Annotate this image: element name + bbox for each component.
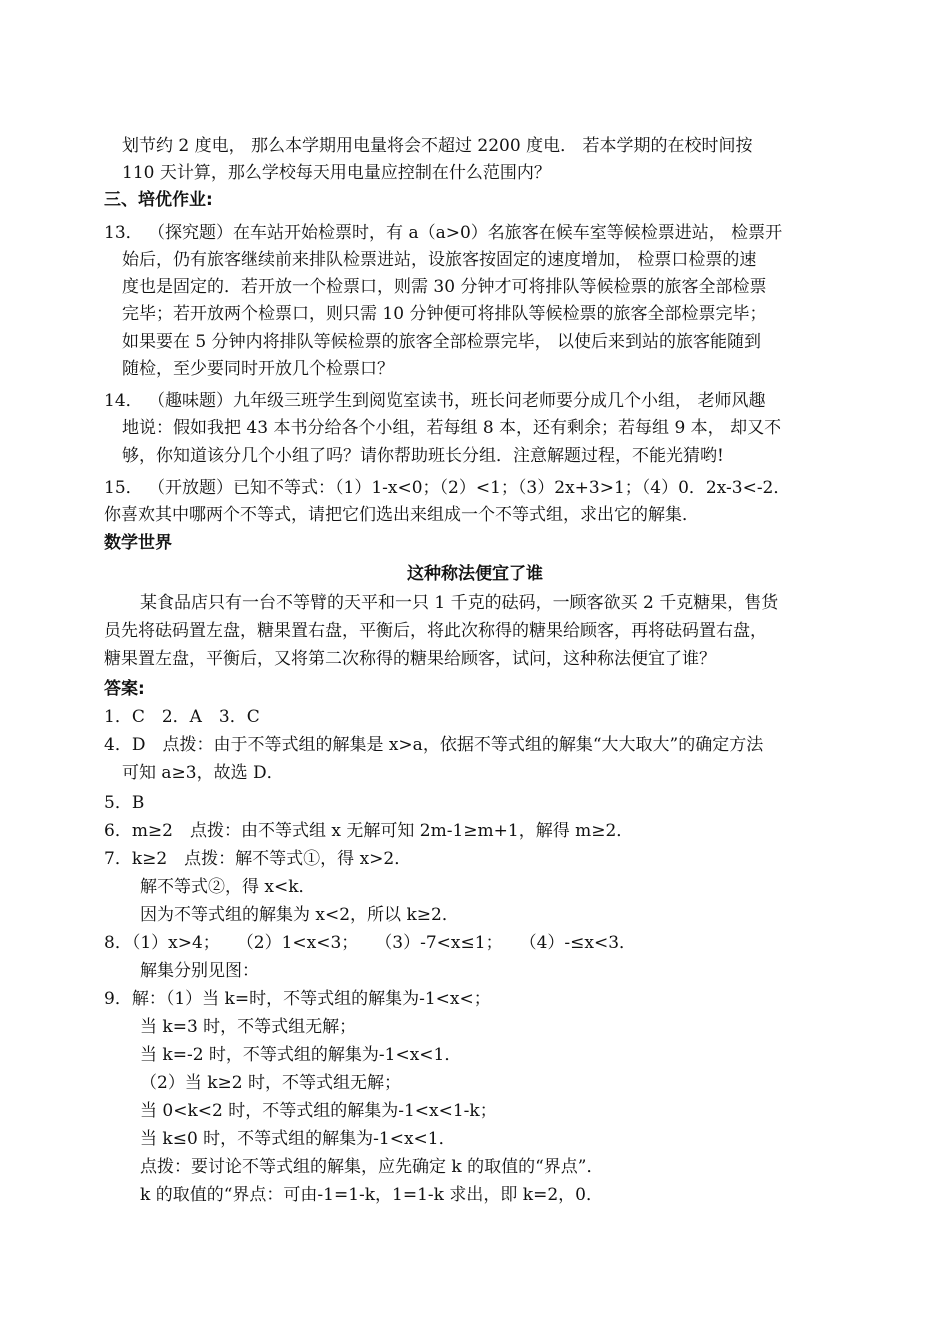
q14-line-2: 地说：假如我把 43 本书分给各个小组，若每组 8 本，还有剩余；若每组 9 本， 却又不 — [122, 418, 782, 438]
answers-heading: 答案: — [104, 679, 145, 699]
q13-line-4: 完毕；若开放两个检票口，则只需 10 分钟便可将排队等候检票的旅客全部检票完毕； — [122, 304, 767, 324]
q13-line-6: 随检，至少要同时开放几个检票口？ — [122, 359, 394, 379]
answer-5: 5．B — [104, 793, 145, 813]
answer-1-3: 1．C 2．A 3．C — [104, 707, 260, 727]
answer-7-line-2: 解不等式②，得 x<k． — [140, 877, 316, 897]
q15-line-1: 15． （开放题）已知不等式：（1）1-x<0；（2）<1；（3）2x+3>1；（4）0．2x-3<-2． — [104, 478, 791, 498]
answer-9-line-3: 当 k=-2 时，不等式组的解集为-1<x<1． — [140, 1045, 462, 1065]
answer-9-line-2: 当 k=3 时，不等式组无解； — [140, 1017, 357, 1037]
answer-9-line-7: 点拨：要讨论不等式组的解集，应先确定 k 的取值的“界点”． — [140, 1157, 604, 1177]
answer-7-line-3: 因为不等式组的解集为 x<2，所以 k≥2． — [140, 905, 459, 925]
q13-line-3: 度也是固定的．若开放一个检票口，则需 30 分钟才可将排队等候检票的旅客全部检票 — [122, 277, 767, 297]
story-paragraph-line-2: 员先将砝码置左盘，糖果置右盘，平衡后，将此次称得的糖果给顾客，再将砝码置右盘， — [104, 621, 767, 641]
q14-line-3: 够，你知道该分几个小组了吗？请你帮助班长分组．注意解题过程，不能光猜哟! — [122, 446, 724, 466]
q12-continuation-line-1: 划节约 2 度电， 那么本学期用电量将会不超过 2200 度电． 若本学期的在校时间按 — [122, 136, 753, 156]
answer-9-line-8: k 的取值的“界点：可由-1=1-k，1=1-k 求出，即 k=2，0． — [140, 1185, 603, 1205]
q12-continuation-line-2: 110 天计算，那么学校每天用电量应控制在什么范围内？ — [122, 163, 551, 183]
answer-8-line-1: 8．（1）x>4； （2）1<x<3； （3）-7<x≤1； （4）-≤x<3． — [104, 933, 637, 953]
q14-line-1: 14． （趣味题）九年级三班学生到阅览室读书，班长问老师要分成几个小组， 老师风趣 — [104, 391, 766, 411]
section-heading-advanced-homework: 三、培优作业: — [104, 190, 213, 210]
section-heading-math-world: 数学世界 — [104, 533, 172, 553]
story-paragraph-line-1: 某食品店只有一台不等臂的天平和一只 1 千克的砝码，一顾客欲买 2 千克糖果，售货 — [140, 593, 779, 613]
answer-4-line-1: 4．D 点拨：由于不等式组的解集是 x>a，依据不等式组的解集“大大取大”的确定方法 — [104, 735, 764, 755]
answer-9-line-5: 当 0<k<2 时，不等式组的解集为-1<x<1-k； — [140, 1101, 497, 1121]
story-title: 这种称法便宜了谁 — [407, 564, 543, 584]
story-paragraph-line-3: 糖果置左盘，平衡后，又将第二次称得的糖果给顾客，试问，这种称法便宜了谁？ — [104, 649, 716, 669]
answer-9-line-1: 9．解：（1）当 k=时，不等式组的解集为-1<x<； — [104, 989, 491, 1009]
answer-4-line-2: 可知 a≥3，故选 D． — [122, 763, 284, 783]
q13-line-5: 如果要在 5 分钟内将排队等候检票的旅客全部检票完毕， 以使后来到站的旅客能随到 — [122, 332, 762, 352]
q13-line-1: 13． （探究题）在车站开始检票时，有 a（a>0）名旅客在候车室等候检票进站， 检票开 — [104, 223, 783, 243]
answer-9-line-6: 当 k≤0 时，不等式组的解集为-1<x<1． — [140, 1129, 456, 1149]
answer-8-line-2: 解集分别见图： — [140, 961, 259, 981]
answer-7-line-1: 7．k≥2 点拨：解不等式①，得 x>2． — [104, 849, 412, 869]
q13-line-2: 始后，仍有旅客继续前来排队检票进站，设旅客按固定的速度增加， 检票口检票的速 — [122, 250, 757, 270]
answer-9-line-4: （2）当 k≥2 时，不等式组无解； — [140, 1073, 401, 1093]
q15-line-2: 你喜欢其中哪两个不等式，请把它们选出来组成一个不等式组，求出它的解集． — [104, 505, 699, 525]
answer-6: 6．m≥2 点拨：由不等式组 x 无解可知 2m-1≥m+1，解得 m≥2． — [104, 821, 634, 841]
